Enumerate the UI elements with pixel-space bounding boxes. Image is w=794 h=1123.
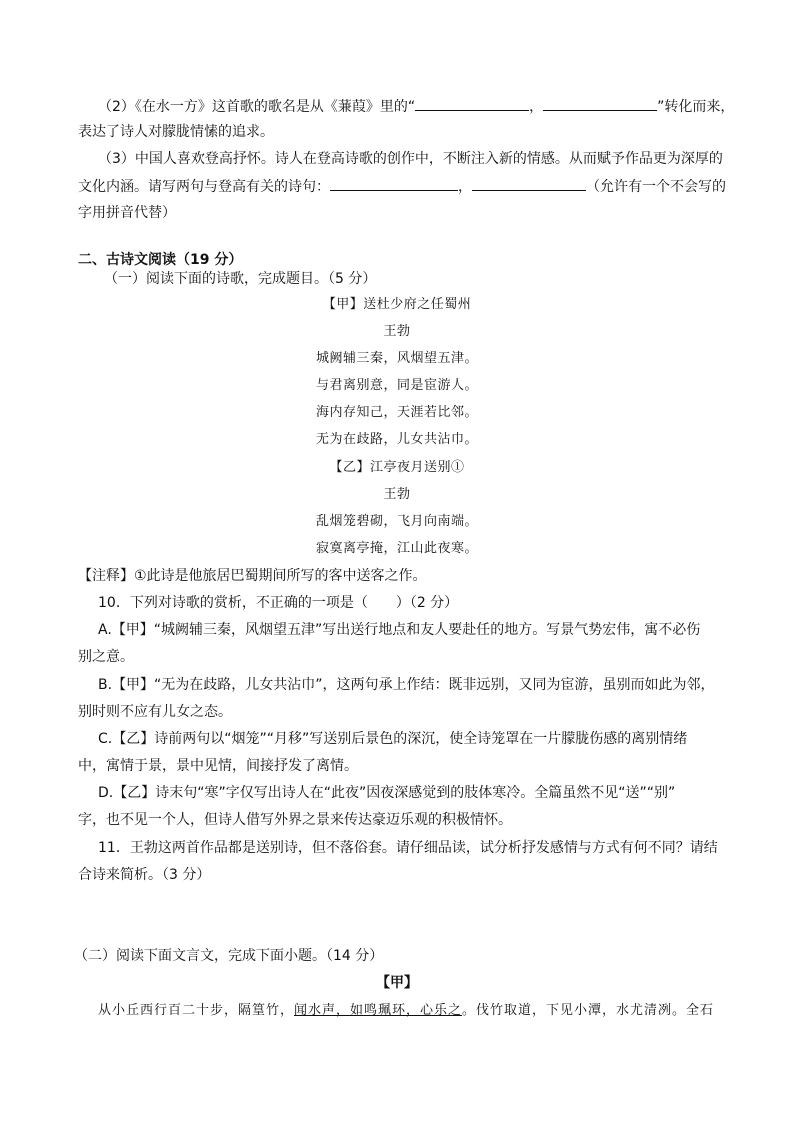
q9-part2-line1: （2）《在水一方》这首歌的歌名是从《蒹葭》里的“ ， ”转化而来， [98, 96, 734, 117]
q10-option-c: C.【乙】诗前两句以“烟笼”“月移”写送别后景色的深沉，使全诗笼罩在一片朦胧伤感的离别情绪 [98, 731, 688, 747]
classical-text-line: 从小丘西行百二十步，隔篁竹，闻水声，如鸣珮环，心乐之。伐竹取道，下见小潭，水尤清冽。全石 [98, 1003, 715, 1018]
q10-option-b-cont: 别时则不应有儿女之态。 [78, 704, 232, 720]
poem-a-author: 王勃 [383, 324, 411, 339]
poem-b-line: 寂寞离亭掩，江山此夜寒。 [315, 541, 478, 556]
part1-intro: （一）阅读下面的诗歌，完成题目。（5 分） [104, 271, 377, 287]
q9-part3-line1: （3）中国人喜欢登高抒怀。诗人在登高诗歌的创作中，不断注入新的情感。从而赋予作品更为深厚的 [98, 151, 723, 167]
q10-option-d: D.【乙】诗末句“寒”字仅写出诗人在“此夜”因夜深感觉到的肢体寒冷。全篇虽然不见“送”“别” [98, 785, 676, 801]
annotation-note: 【注释】①此诗是他旅居巴蜀期间所写的客中送客之作。 [78, 568, 427, 584]
answer-blank-2[interactable] [543, 96, 657, 111]
q11-stem: 11．王勃这两首作品都是送别诗，但不落俗套。请仔细品读，试分析抒发感情与方式有何不同？请结 [98, 840, 718, 856]
underlined-phrase: 闻水声，如鸣珮环，心乐之 [294, 1003, 463, 1018]
poem-b-author: 王勃 [383, 487, 411, 502]
answer-blank-3[interactable] [330, 176, 458, 191]
poem-a-title: 【甲】送杜少府之任蜀州 [322, 297, 472, 312]
answer-blank-4[interactable] [472, 176, 586, 191]
q10-option-d-cont: 字，也不见一个人，但诗人借写外界之景来传达豪迈乐观的积极情怀。 [78, 812, 512, 828]
section-heading: 二、古诗文阅读（19 分） [78, 252, 243, 268]
poem-a-line: 与君离别意，同是宦游人。 [315, 378, 478, 393]
q10-option-a-cont: 别之意。 [78, 649, 134, 665]
q10-option-c-cont: 中，寓情于景，景中见情，间接抒发了离情。 [78, 758, 358, 774]
q10-option-b: B.【甲】“无为在歧路，儿女共沾巾”，这两句承上作结：既非远别，又同为宦游，虽别而如此为邻， [98, 677, 715, 693]
poem-b-title: 【乙】江亭夜月送别① [329, 460, 465, 475]
poem-a-line: 海内存知己，天涯若比邻。 [315, 405, 478, 420]
q9-part3-line2: 文化内涵。请写两句与登高有关的诗句： ， （允许有一个不会写的 [78, 176, 726, 197]
q9-part3-line3: 字用拼音代替） [78, 205, 176, 221]
poem-a-line: 城阙辅三秦，风烟望五津。 [315, 351, 478, 366]
q10-stem: 10．下列对诗歌的赏析，不正确的一项是（ ）（2 分） [98, 595, 459, 611]
poem-b-line: 乱烟笼碧砌，飞月向南端。 [315, 514, 478, 529]
poem-a-line: 无为在歧路，儿女共沾巾。 [315, 432, 478, 447]
q10-option-a: A.【甲】“城阙辅三秦，风烟望五津”写出送行地点和友人要赴任的地方。写景气势宏伟，寓不必伤 [98, 622, 701, 638]
text-a-label: 【甲】 [376, 975, 418, 991]
answer-blank-1[interactable] [415, 96, 529, 111]
q9-part2-line2: 表达了诗人对朦胧情愫的追求。 [78, 124, 274, 140]
q11-stem-cont: 合诗来简析。（3 分） [78, 867, 211, 883]
part2-intro: （二）阅读下面文言文，完成下面小题。（14 分） [74, 948, 384, 964]
